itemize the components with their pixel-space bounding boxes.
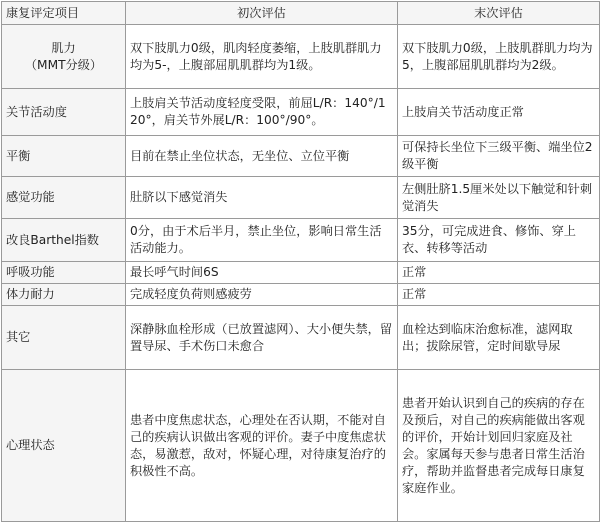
first-other: 深静脉血栓形成（已放置滤网）、大小便失禁，留置导尿、手术伤口未愈合 bbox=[126, 306, 398, 370]
table-row bbox=[2, 177, 600, 219]
table-row bbox=[2, 219, 600, 262]
item-other: 其它 bbox=[2, 306, 126, 370]
item-psychological-state: 心理状态 bbox=[2, 370, 126, 522]
header-item: 康复评定项目 bbox=[2, 2, 126, 25]
first-balance: 目前在禁止坐位状态，无坐位、立位平衡 bbox=[126, 136, 398, 177]
last-respiratory-function: 正常 bbox=[398, 262, 600, 284]
last-balance: 可保持长坐位下三级平衡、端坐位2级平衡 bbox=[398, 136, 600, 177]
first-sensory-function: 肚脐以下感觉消失 bbox=[126, 177, 398, 219]
table-row bbox=[2, 284, 600, 306]
item-muscle-strength bbox=[2, 25, 126, 89]
item-barthel-index: 改良Barthel指数 bbox=[2, 219, 126, 262]
assessment-table bbox=[1, 1, 600, 522]
table-row bbox=[2, 262, 600, 284]
item-respiratory-function: 呼吸功能 bbox=[2, 262, 126, 284]
last-sensory-function: 左侧肚脐1.5厘米处以下触觉和针刺觉消失 bbox=[398, 177, 600, 219]
table-row bbox=[2, 25, 600, 89]
first-muscle-strength: 双下肢肌力0级，肌肉轻度萎缩，上肢肌群肌力均为5-，上腹部屈肌肌群均为1级。 bbox=[126, 25, 398, 89]
last-other: 血栓达到临床治愈标准，滤网取出；拔除尿管，定时间歇导尿 bbox=[398, 306, 600, 370]
table-row bbox=[2, 306, 600, 370]
table-row bbox=[2, 370, 600, 522]
table-row bbox=[2, 136, 600, 177]
first-range-of-motion: 上肢肩关节活动度轻度受限，前屈L/R：140°/120°，肩关节外展L/R：100°/90°。 bbox=[126, 89, 398, 136]
first-barthel-index: 0分，由于术后半月，禁止坐位，影响日常生活活动能力。 bbox=[126, 219, 398, 262]
first-psychological-state: 患者中度焦虑状态，心理处在否认期，不能对自己的疾病认识做出客观的评价。妻子中度焦虑状态，易激惹，敌对，怀疑心理，对待康复治疗的积极性不高。 bbox=[126, 370, 398, 522]
last-barthel-index: 35分，可完成进食、修饰、穿上衣、转移等活动 bbox=[398, 219, 600, 262]
first-endurance: 完成轻度负荷则感疲劳 bbox=[126, 284, 398, 306]
item-endurance: 体力耐力 bbox=[2, 284, 126, 306]
item-label: 肌力 （MMT分级） bbox=[24, 40, 103, 72]
table-row bbox=[2, 89, 600, 136]
header-last-assessment: 末次评估 bbox=[398, 2, 600, 25]
item-range-of-motion: 关节活动度 bbox=[2, 89, 126, 136]
item-sensory-function: 感觉功能 bbox=[2, 177, 126, 219]
last-endurance: 正常 bbox=[398, 284, 600, 306]
header-first-assessment: 初次评估 bbox=[126, 2, 398, 25]
last-muscle-strength: 双下肢肌力0级，上肢肌群肌力均为5，上腹部屈肌肌群均为2级。 bbox=[398, 25, 600, 89]
table-header-row bbox=[2, 2, 600, 25]
item-balance: 平衡 bbox=[2, 136, 126, 177]
last-psychological-state: 患者开始认识到自己的疾病的存在及预后，对自己的疾病能做出客观的评价，开始计划回归家庭及社会。家属每天参与患者日常生活治疗，帮助并监督患者完成每日康复家庭作业。 bbox=[398, 370, 600, 522]
last-range-of-motion: 上肢肩关节活动度正常 bbox=[398, 89, 600, 136]
first-respiratory-function: 最长呼气时间6S bbox=[126, 262, 398, 284]
